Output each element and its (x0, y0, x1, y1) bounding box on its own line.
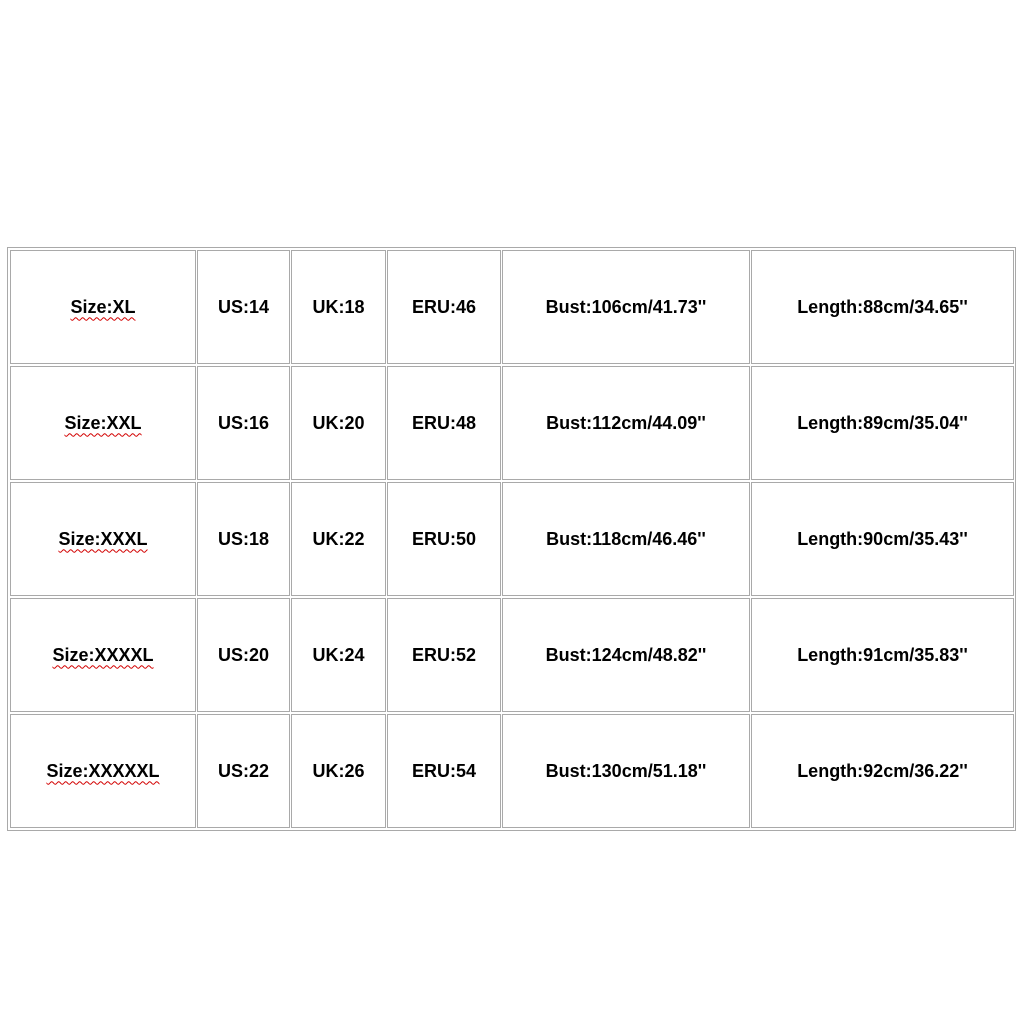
uk-size-cell: UK:18 (291, 250, 386, 364)
eru-size-cell: ERU:52 (387, 598, 501, 712)
bust-cell: Bust:130cm/51.18'' (502, 714, 750, 828)
size-chart-table (7, 247, 1016, 831)
length-cell: Length:92cm/36.22'' (751, 714, 1014, 828)
eru-size-cell: ERU:50 (387, 482, 501, 596)
length-cell: Length:90cm/35.43'' (751, 482, 1014, 596)
size-cell (10, 366, 196, 480)
uk-size-cell: UK:22 (291, 482, 386, 596)
size-label: Size:XXXL (58, 528, 148, 549)
uk-size-cell: UK:26 (291, 714, 386, 828)
size-cell (10, 598, 196, 712)
uk-size-cell: UK:20 (291, 366, 386, 480)
size-cell (10, 714, 196, 828)
size-cell (10, 482, 196, 596)
size-cell (10, 250, 196, 364)
uk-size-cell: UK:24 (291, 598, 386, 712)
length-cell: Length:91cm/35.83'' (751, 598, 1014, 712)
length-cell: Length:88cm/34.65'' (751, 250, 1014, 364)
us-size-cell: US:22 (197, 714, 290, 828)
eru-size-cell: ERU:46 (387, 250, 501, 364)
bust-cell: Bust:118cm/46.46'' (502, 482, 750, 596)
us-size-cell: US:14 (197, 250, 290, 364)
length-cell: Length:89cm/35.04'' (751, 366, 1014, 480)
us-size-cell: US:20 (197, 598, 290, 712)
size-label: Size:XXL (64, 412, 142, 433)
eru-size-cell: ERU:54 (387, 714, 501, 828)
eru-size-cell: ERU:48 (387, 366, 501, 480)
size-label: Size:XXXXL (52, 644, 154, 665)
bust-cell: Bust:112cm/44.09'' (502, 366, 750, 480)
bust-cell: Bust:124cm/48.82'' (502, 598, 750, 712)
size-label: Size:XXXXXL (46, 760, 160, 781)
us-size-cell: US:18 (197, 482, 290, 596)
size-label: Size:XL (70, 296, 136, 317)
bust-cell: Bust:106cm/41.73'' (502, 250, 750, 364)
us-size-cell: US:16 (197, 366, 290, 480)
